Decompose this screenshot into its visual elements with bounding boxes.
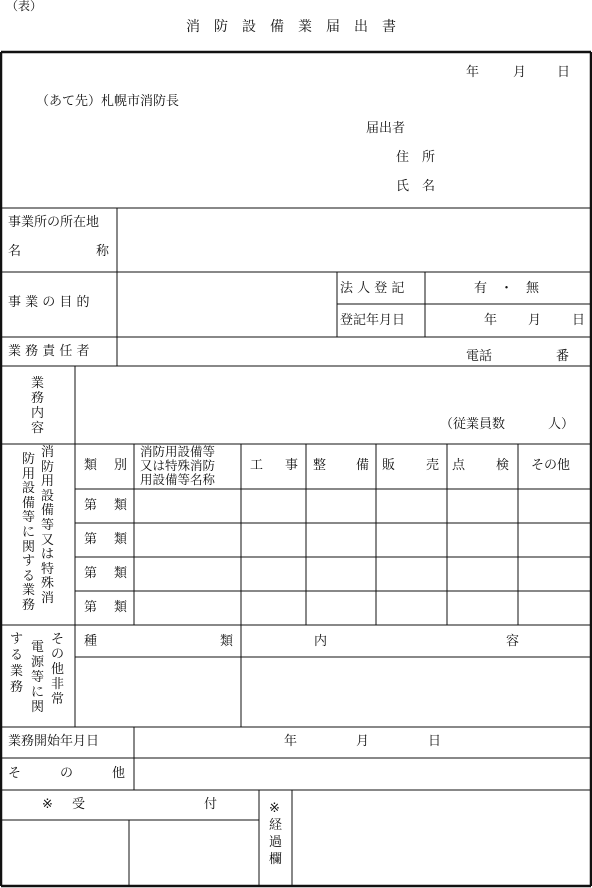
header-inspection-2: 検: [496, 458, 510, 473]
start-date-label: 業務開始年月日: [8, 734, 100, 749]
emergency-label-char: に: [31, 685, 45, 700]
equipment-label-char: 用: [22, 466, 36, 482]
category-row-suffix: 類: [114, 566, 128, 581]
corp-registration-yes-no: 有 ・ 無: [474, 281, 540, 296]
equipment-section-label-col1: [22, 453, 35, 614]
emergency-label-char: 他: [51, 662, 65, 677]
header-construction-2: 事: [285, 458, 299, 473]
address-label: 住 所: [396, 150, 436, 165]
business-content-char: 内: [31, 406, 45, 421]
equipment-label-char: 関: [22, 539, 36, 555]
header-sales-2: 売: [426, 458, 440, 473]
equipment-label-char: 特: [41, 561, 55, 577]
equipment-label-char: す: [22, 554, 36, 570]
reg-year: 年: [484, 313, 498, 328]
emergency-label-char: 電: [31, 640, 45, 655]
emergency-label-char: 等: [31, 670, 45, 685]
equipment-label-char: 防: [22, 452, 36, 467]
progress-label-char: 欄: [269, 852, 283, 867]
business-manager-label: 業 務 責 任 者: [8, 344, 90, 359]
equipment-label-char: 用: [41, 474, 55, 490]
office-location-label: 事業所の所在地: [8, 215, 100, 230]
category-row-prefix: 第: [84, 498, 98, 513]
start-day: 日: [428, 734, 442, 749]
reception-label-2: 付: [204, 797, 218, 812]
reg-month: 月: [528, 313, 542, 328]
business-purpose-label: 事 業 の 目 的: [8, 295, 90, 310]
start-year: 年: [284, 734, 298, 749]
name-label: 氏 名: [396, 179, 436, 194]
reception-mark: ※: [42, 797, 53, 812]
side-marker: （表）: [6, 0, 43, 13]
reception-label-1: 受: [72, 797, 86, 812]
other-label-2: の: [60, 766, 74, 781]
start-month: 月: [356, 734, 370, 749]
emergency-label-char: 常: [51, 692, 65, 707]
business-content-char: 務: [31, 391, 45, 406]
other-label-3: 他: [112, 766, 126, 781]
office-name-label-right: 称: [96, 244, 110, 259]
emergency-label-char: る: [10, 648, 24, 663]
equipment-label-char: 消: [41, 445, 55, 460]
equipment-label-char: 等: [22, 510, 36, 526]
emergency-label-char: 非: [51, 677, 65, 692]
emergency-content-2: 容: [506, 634, 520, 649]
header-names-line: 消防用設備等: [140, 444, 216, 459]
corp-registration-label: 法 人 登 記: [340, 281, 405, 296]
equipment-section-label-col2: [41, 446, 54, 607]
phone-suffix: 番: [556, 349, 570, 364]
progress-label-char: 経: [269, 818, 283, 833]
equipment-label-char: 務: [22, 597, 36, 613]
header-sales-1: 販: [382, 458, 396, 473]
header-kind-2: 別: [114, 458, 128, 473]
emergency-label-char: 源: [31, 655, 45, 670]
emergency-power-label-col1: [10, 632, 23, 696]
page-title: 消 防 設 備 業 届 出 書: [186, 19, 396, 35]
category-row-suffix: 類: [114, 600, 128, 615]
category-row-prefix: 第: [84, 600, 98, 615]
category-row-suffix: 類: [114, 498, 128, 513]
emergency-power-label-col3: [51, 632, 64, 707]
progress-column-label: [269, 800, 282, 868]
date-year-label: 年: [466, 65, 480, 80]
equipment-label-char: 業: [22, 583, 36, 599]
equipment-label-char: 防: [41, 459, 55, 475]
emergency-label-char: そ: [51, 632, 65, 647]
equipment-label-char: 設: [22, 481, 36, 497]
emergency-power-label-col2: [31, 640, 44, 715]
equipment-label-char: る: [22, 568, 36, 584]
emergency-type-2: 類: [220, 634, 234, 649]
employees-label: （従業員数: [440, 417, 506, 432]
emergency-label-char: 業: [10, 664, 24, 679]
header-maintenance-1: 整: [313, 458, 327, 473]
category-row-suffix: 類: [114, 532, 128, 547]
date-month-label: 月: [513, 65, 527, 80]
equipment-label-char: 備: [22, 495, 36, 511]
category-row-prefix: 第: [84, 532, 98, 547]
employees-unit: 人）: [548, 417, 575, 432]
reg-day: 日: [572, 313, 586, 328]
progress-label-char: 過: [269, 835, 283, 850]
equipment-label-char: は: [41, 547, 55, 563]
header-inspection-1: 点: [452, 458, 466, 473]
emergency-label-char: 務: [10, 680, 24, 695]
header-construction-1: 工: [250, 458, 264, 473]
date-day-label: 日: [557, 65, 571, 80]
header-maintenance-2: 備: [356, 458, 370, 473]
business-content-char: 業: [31, 376, 45, 391]
emergency-label-char: 関: [31, 700, 45, 715]
equipment-label-char: 又: [41, 532, 55, 548]
recipient: （あて先）札幌市消防長: [36, 94, 180, 109]
header-kind-1: 類: [84, 458, 98, 473]
other-label-1: そ: [8, 766, 22, 781]
phone-label: 電話: [466, 349, 493, 364]
header-other: その他: [531, 458, 571, 473]
emergency-label-char: の: [51, 647, 65, 662]
emergency-label-char: す: [10, 632, 24, 647]
progress-label-char: ※: [269, 801, 280, 816]
equipment-label-char: 等: [41, 517, 55, 533]
category-row-prefix: 第: [84, 566, 98, 581]
header-names-line: 用設備等名称: [140, 472, 216, 487]
equipment-label-char: 消: [41, 590, 55, 606]
equipment-label-char: 殊: [41, 576, 55, 592]
registration-date-label: 登記年月日: [340, 313, 406, 328]
equipment-label-char: に: [22, 524, 36, 540]
header-names-line: 又は特殊消防: [140, 458, 216, 473]
header-equipment-names: [140, 445, 215, 487]
notifier-label: 届出者: [366, 121, 406, 136]
emergency-content-1: 内: [314, 634, 328, 649]
equipment-label-char: 備: [41, 503, 55, 519]
business-content-label: [31, 376, 44, 436]
office-name-label-left: 名: [8, 244, 22, 259]
business-content-char: 容: [31, 421, 45, 436]
emergency-type-1: 種: [84, 634, 98, 649]
equipment-label-char: 設: [41, 488, 55, 504]
